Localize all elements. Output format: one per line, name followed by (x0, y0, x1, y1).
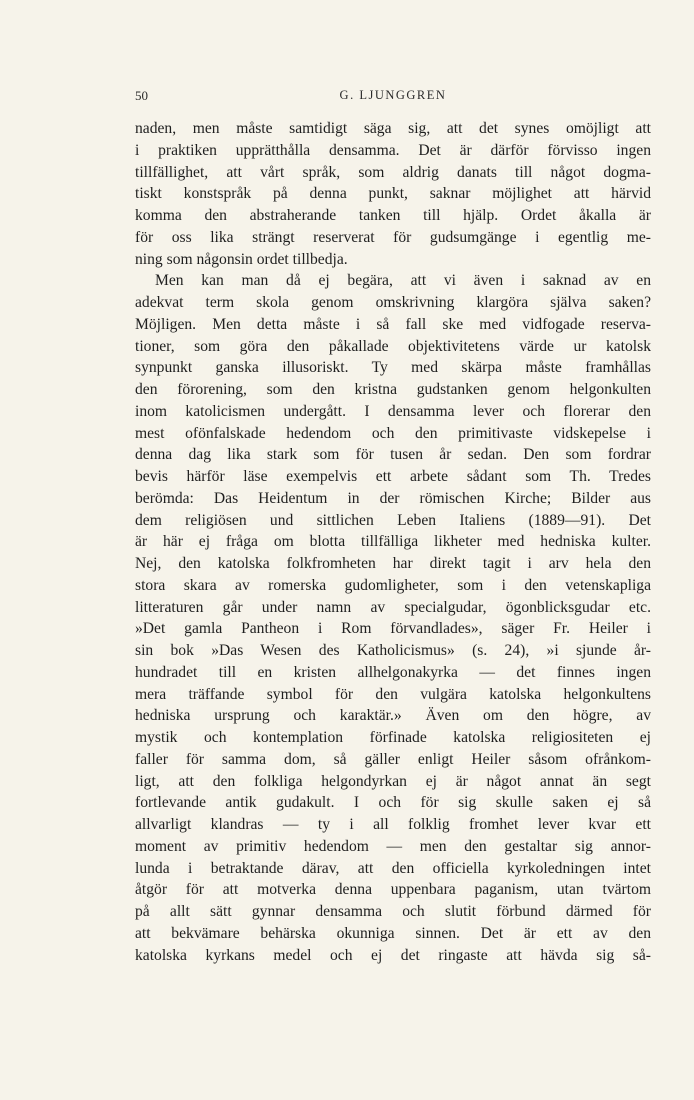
page-header (135, 88, 651, 108)
text-line: komma den abstraherande tanken till hjälp. Ordet åkalla är (135, 207, 651, 224)
page-number: 50 (135, 88, 148, 103)
text-line: tiskt konstspråk på denna punkt, saknar möjlighet att härvid (135, 185, 651, 203)
running-head: G. LJUNGGREN (339, 88, 447, 102)
text-line: mystik och kontemplation förfinade katolska religiositeten ej (135, 729, 651, 746)
text-line: den förorening, som den kristna gudstanken genom helgonkulten (135, 381, 651, 398)
text-line: inom katolicismen undergått. I densamma lever och florerar den (135, 402, 651, 420)
text-line: ligt, att den folkliga helgondyrkan ej är något annat än segt (135, 772, 651, 790)
text-line: att bekvämare behärska okunniga sinnen. Det är ett av den (135, 924, 651, 942)
text-line: faller för samma dom, så gäller enligt Heiler såsom ofrånkom- (135, 750, 651, 768)
text-line: naden, men måste samtidigt säga sig, att det synes omöjligt att (135, 120, 651, 137)
text-line: Nej, den katolska folkfromheten har direkt tagit i arv hela den (135, 555, 651, 572)
text-line: stora skara av romerska gudomligheter, som i den vetenskapliga (135, 576, 651, 594)
text-line: Möjligen. Men detta måste i så fall ske med vidfogade reserva- (135, 315, 651, 333)
text-line: denna dag lika stark som för tusen år sedan. Den som fordrar (135, 446, 651, 464)
text-line: fortlevande antik gudakult. I och för sig skulle saken ej så (135, 794, 651, 812)
text-line: sin bok »Das Wesen des Katholicismus» (s. 24), »i sjunde år- (135, 642, 651, 659)
text-line: mest ofönfalskade hedendom och den primitivaste vidskepelse i (135, 424, 651, 442)
text-line: åtgör för att motverka denna uppenbara paganism, utan tvärtom (135, 881, 651, 899)
text-line: adekvat term skola genom omskrivning klargöra själva saken? (135, 294, 651, 311)
text-line: mera träffande symbol för den vulgära katolska helgonkultens (135, 685, 651, 703)
text-line: är här ej fråga om blotta tillfälliga likheter med hedniska kulter. (135, 533, 651, 551)
text-line: allvarligt klandras — ty i all folklig fromhet lever kvar ett (135, 816, 651, 833)
body-text (135, 118, 651, 966)
text-line: tillfällighet, att vårt språk, som aldrig danats till något dogma- (135, 163, 651, 181)
text-line: ning som någonsin ordet tillbedja. (135, 250, 348, 268)
text-line: Men kan man då ej begära, att vi även i saknad av en (155, 272, 651, 290)
text-line: på allt sätt gynnar densamma och slutit förbund därmed för (135, 903, 651, 920)
text-line: för oss lika strängt reserverat för gudsumgänge i egentlig me- (135, 228, 651, 246)
text-line: »Det gamla Pantheon i Rom förvandlades», säger Fr. Heiler i (135, 620, 651, 638)
text-line: hundradet till en kristen allhelgonakyrka — det finnes ingen (135, 663, 651, 681)
text-line: katolska kyrkans medel och ej det ringaste att hävda sig så- (135, 946, 651, 964)
text-line: lunda i betraktande därav, att den officiella kyrkoledningen intet (135, 859, 651, 877)
text-line: i praktiken upprätthålla densamma. Det är därför förvisso ingen (135, 141, 651, 159)
text-line: dem religiösen und sittlichen Leben Italiens (1889—91). Det (135, 511, 651, 529)
text-line: synpunkt ganska illusoriskt. Ty med skärpa måste framhållas (135, 359, 651, 377)
text-line: tioner, som göra den påkallade objektivitetens värde ur katolsk (135, 337, 651, 355)
text-line: litteraturen går under namn av specialgudar, ögonblicksgudar etc. (135, 598, 651, 616)
text-line: bevis härför läse exempelvis ett arbete sådant som Th. Tredes (135, 468, 651, 485)
text-line: moment av primitiv hedendom — men den gestaltar sig annor- (135, 837, 651, 855)
text-line: berömda: Das Heidentum in der römischen Kirche; Bilder aus (135, 489, 651, 507)
text-line: hedniska ursprung och karaktär.» Även om den högre, av (135, 707, 651, 725)
